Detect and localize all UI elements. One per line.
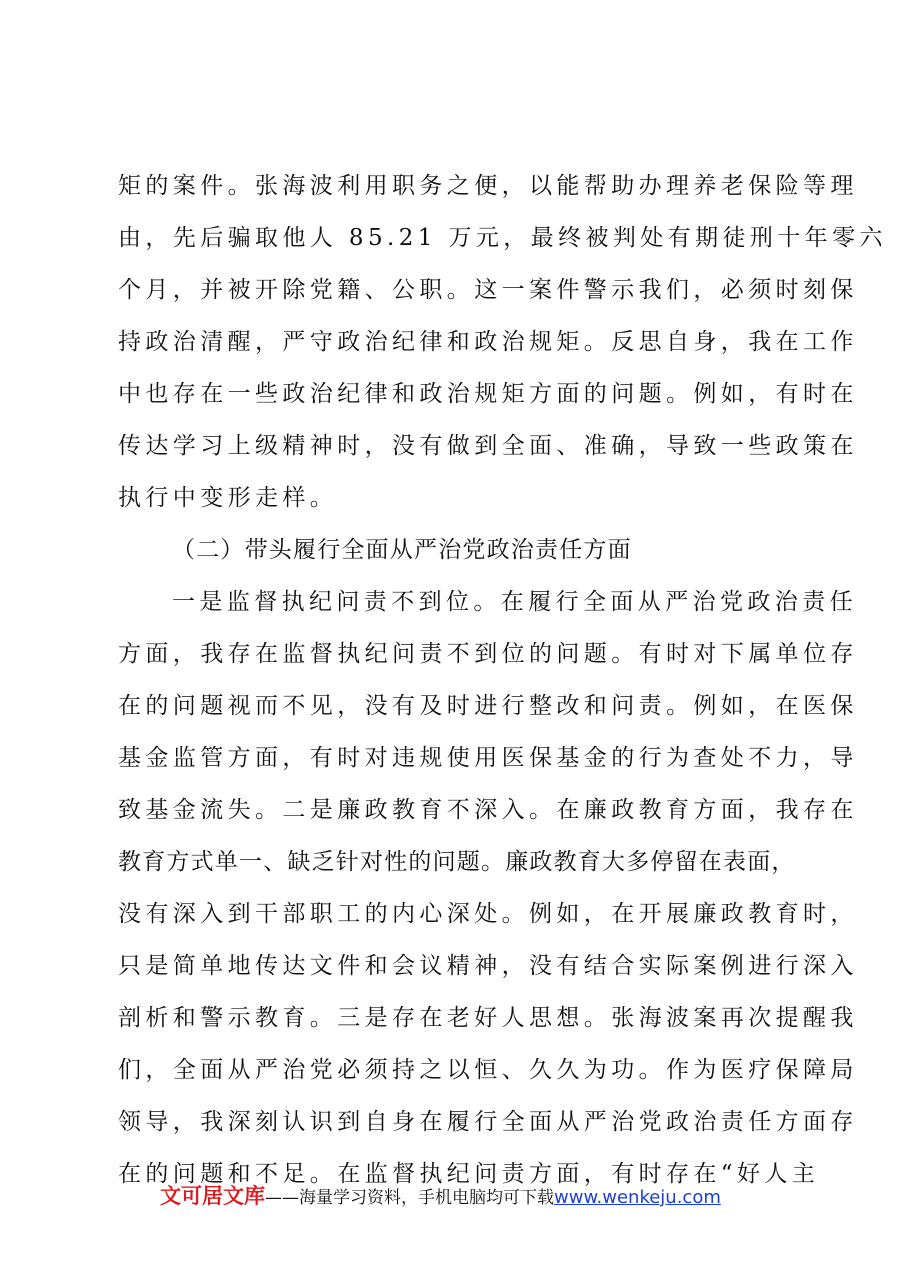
text-line: 方面，我存在监督执纪问责不到位的问题。有时对下属单位存	[118, 641, 858, 667]
footer-slogan: ——海量学习资料，手机电脑均可下载	[265, 1188, 554, 1208]
text-line: 中也存在一些政治纪律和政治规矩方面的问题。例如，有时在	[118, 381, 858, 407]
text-line: 只是简单地传达文件和会议精神，没有结合实际案例进行深入	[118, 953, 858, 979]
text-line: 持政治清醒，严守政治纪律和政治规矩。反思自身，我在工作	[118, 329, 858, 355]
text-line: 基金监管方面，有时对违规使用医保基金的行为查处不力，导	[118, 745, 858, 771]
text-line: 传达学习上级精神时，没有做到全面、准确，导致一些政策在	[118, 433, 858, 459]
text-line: 在的问题和不足。在监督执纪问责方面，有时存在“好人主	[118, 1161, 820, 1187]
text-line: 们，全面从严治党必须持之以恒、久久为功。作为医疗保障局	[118, 1057, 858, 1083]
body-text	[118, 166, 887, 1206]
website-link[interactable]: www.wenkeju.com	[554, 1187, 721, 1208]
text-line: 剖析和警示教育。三是存在老好人思想。张海波案再次提醒我	[118, 1005, 858, 1031]
text-line: 教育方式单一、缺乏针对性的问题。廉政教育大多停留在表面，	[118, 849, 796, 875]
text-line: 没有深入到干部职工的内心深处。例如，在开展廉政教育时，	[118, 901, 858, 927]
text-line: 由，先后骗取他人 85.21 万元，最终被判处有期徒刑十年零六	[118, 225, 887, 251]
text-line: 执行中变形走样。	[118, 485, 338, 511]
text-line: 在的问题视而不见，没有及时进行整改和问责。例如，在医保	[118, 693, 858, 719]
text-line: 矩的案件。张海波利用职务之便，以能帮助办理养老保险等理	[118, 173, 858, 199]
section-heading: （二）带头履行全面从严治党政治责任方面	[172, 537, 632, 563]
footer-banner	[160, 1180, 840, 1212]
brand-name: 文可居文库	[160, 1184, 265, 1208]
text-line: 个月，并被开除党籍、公职。这一案件警示我们，必须时刻保	[118, 277, 858, 303]
text-line: 领导，我深刻认识到自身在履行全面从严治党政治责任方面存	[118, 1109, 858, 1135]
text-line: 一是监督执纪问责不到位。在履行全面从严治党政治责任	[172, 589, 857, 615]
text-line: 致基金流失。二是廉政教育不深入。在廉政教育方面，我存在	[118, 797, 858, 823]
